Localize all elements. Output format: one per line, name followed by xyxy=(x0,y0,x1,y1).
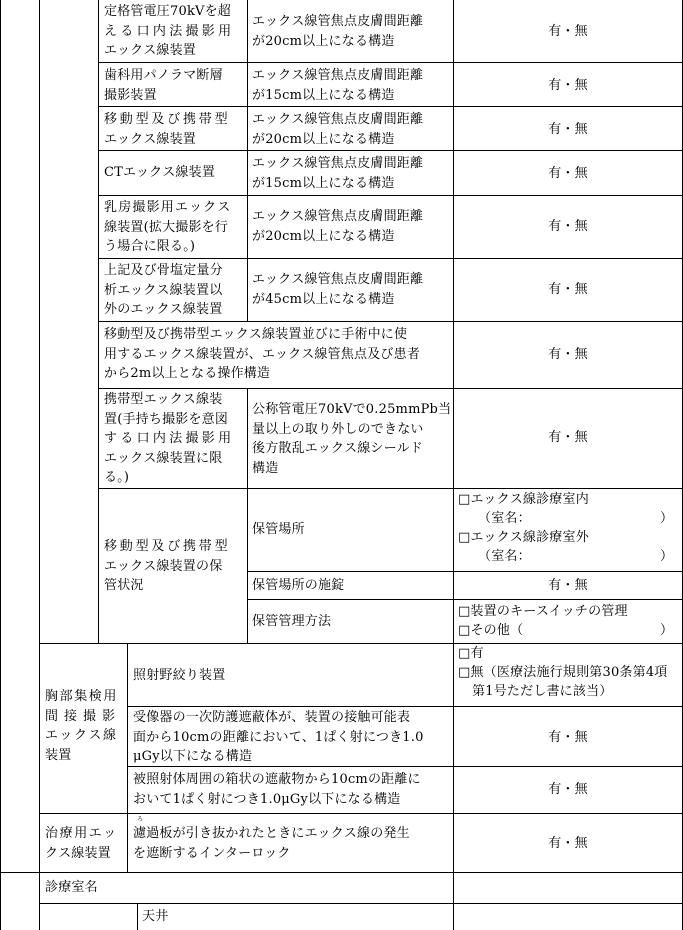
storage-place-inside-option[interactable]: □エックス線診療室内 xyxy=(458,492,589,507)
storage-method-label: 保管管理方法 xyxy=(252,614,332,629)
other-option[interactable]: □その他（ xyxy=(458,623,524,638)
requirement-text: エックス線管焦点皮膚間距離 が20cm以上になる構造 xyxy=(252,112,424,147)
requirement-text: エックス線管焦点皮膚間距離 が15cm以上になる構造 xyxy=(252,156,424,191)
requirement-text: エックス線管焦点皮膚間距離 が20cm以上になる構造 xyxy=(252,209,424,244)
storage-place-label: 保管場所 xyxy=(252,522,305,537)
requirement-text: エックス線管焦点皮膚間距離 が45cm以上になる構造 xyxy=(252,272,424,307)
chest-device-label: 胸部集検用 間接撮影 エックス線 装置 xyxy=(45,689,122,763)
other-close: ） xyxy=(660,623,674,638)
answer-choice[interactable]: 有・無 xyxy=(548,282,588,297)
device-label: 移動型及び携帯型 エックス線装置 xyxy=(104,112,231,147)
room-name-close: ） xyxy=(660,511,674,526)
device-label: 定格管電圧70kVを超 える口内法撮影用 エックス線装置 xyxy=(104,4,235,58)
device-label: CTエックス線装置 xyxy=(104,165,216,180)
storage-label: 移動型及び携帯型 エックス線装置の保 管状況 xyxy=(104,539,231,593)
storage-lock-label: 保管場所の施錠 xyxy=(252,578,345,593)
device-label: 乳房撮影用エックス 線装置(拡大撮影を行 う場合に限る。) xyxy=(104,200,232,254)
room-name-label: 診療室名 xyxy=(45,880,98,895)
ceiling-label: 天井 xyxy=(142,909,169,924)
answer-choice[interactable]: 有・無 xyxy=(548,78,588,93)
storage-place-outside-option[interactable]: □エックス線診療室外 xyxy=(458,530,589,545)
device-label: 上記及び骨塩定量分 析エックス線装置以 外のエックス線装置 xyxy=(104,263,223,317)
therapy-device-label: 治療用エッ クス線装置 xyxy=(45,826,118,861)
answer-choice[interactable]: 有・無 xyxy=(548,578,588,593)
room-name-close: ） xyxy=(660,549,674,564)
key-switch-option[interactable]: □装置のキースイッチの管理 xyxy=(458,604,628,619)
shield1-text: 受像器の一次防護遮蔽体が、装置の接触可能表 面から10cmの距離において、1ぱく射につき1.0 μGy以下になる構造 xyxy=(133,710,424,764)
ruby-annotation: ろ xyxy=(137,816,144,823)
answer-choice[interactable]: 有・無 xyxy=(548,219,588,234)
requirement-text: エックス線管焦点皮膚間距離 が15cm以上になる構造 xyxy=(252,68,424,103)
collimator-note: 第1号ただし書に該当） xyxy=(472,684,613,699)
requirement-text: 公称管電圧70kVで0.25mmPb当 量以上の取り外しのできない 後方散乱エックス線シールド 構造 xyxy=(252,402,452,476)
answer-choice[interactable]: 有・無 xyxy=(548,782,588,797)
answer-choice[interactable]: 有・無 xyxy=(548,730,588,745)
collimator-yes-option[interactable]: □有 xyxy=(458,646,484,661)
shield2-text: 被照射体周囲の箱状の遮蔽物から10cmの距離に おいて1ぱく射につき1.0μGy以下になる構造 xyxy=(133,772,421,807)
room-name-prefix: （室名： xyxy=(478,549,531,564)
interlock-text: 濾過板が引き抜かれたときにエックス線の発生 を遮断するインターロック xyxy=(133,826,410,861)
collimator-label: 照射野絞り装置 xyxy=(133,668,226,683)
room-name-prefix: （室名： xyxy=(478,511,531,526)
answer-choice[interactable]: 有・無 xyxy=(548,24,588,39)
answer-choice[interactable]: 有・無 xyxy=(548,836,588,851)
device-label: 歯科用パノラマ断層 撮影装置 xyxy=(104,68,223,103)
answer-choice[interactable]: 有・無 xyxy=(548,166,588,181)
answer-choice[interactable]: 有・無 xyxy=(548,347,588,362)
collimator-no-option[interactable]: □無（医療法施行規則第30条第4項 xyxy=(458,665,668,680)
answer-choice[interactable]: 有・無 xyxy=(548,430,588,445)
answer-choice[interactable]: 有・無 xyxy=(548,122,588,137)
device-label: 携帯型エックス線装 置(手持ち撮影を意図 する口内法撮影用 エックス線装置に限 る。) xyxy=(104,392,235,485)
requirement-text: 移動型及び携帯型エックス線装置並びに手術中に使 用するエックス線装置が、エックス線管焦点及び患者 から2m以上となる操作構造 xyxy=(104,327,421,381)
requirement-text: エックス線管焦点皮膚間距離 が20cm以上になる構造 xyxy=(252,14,424,49)
